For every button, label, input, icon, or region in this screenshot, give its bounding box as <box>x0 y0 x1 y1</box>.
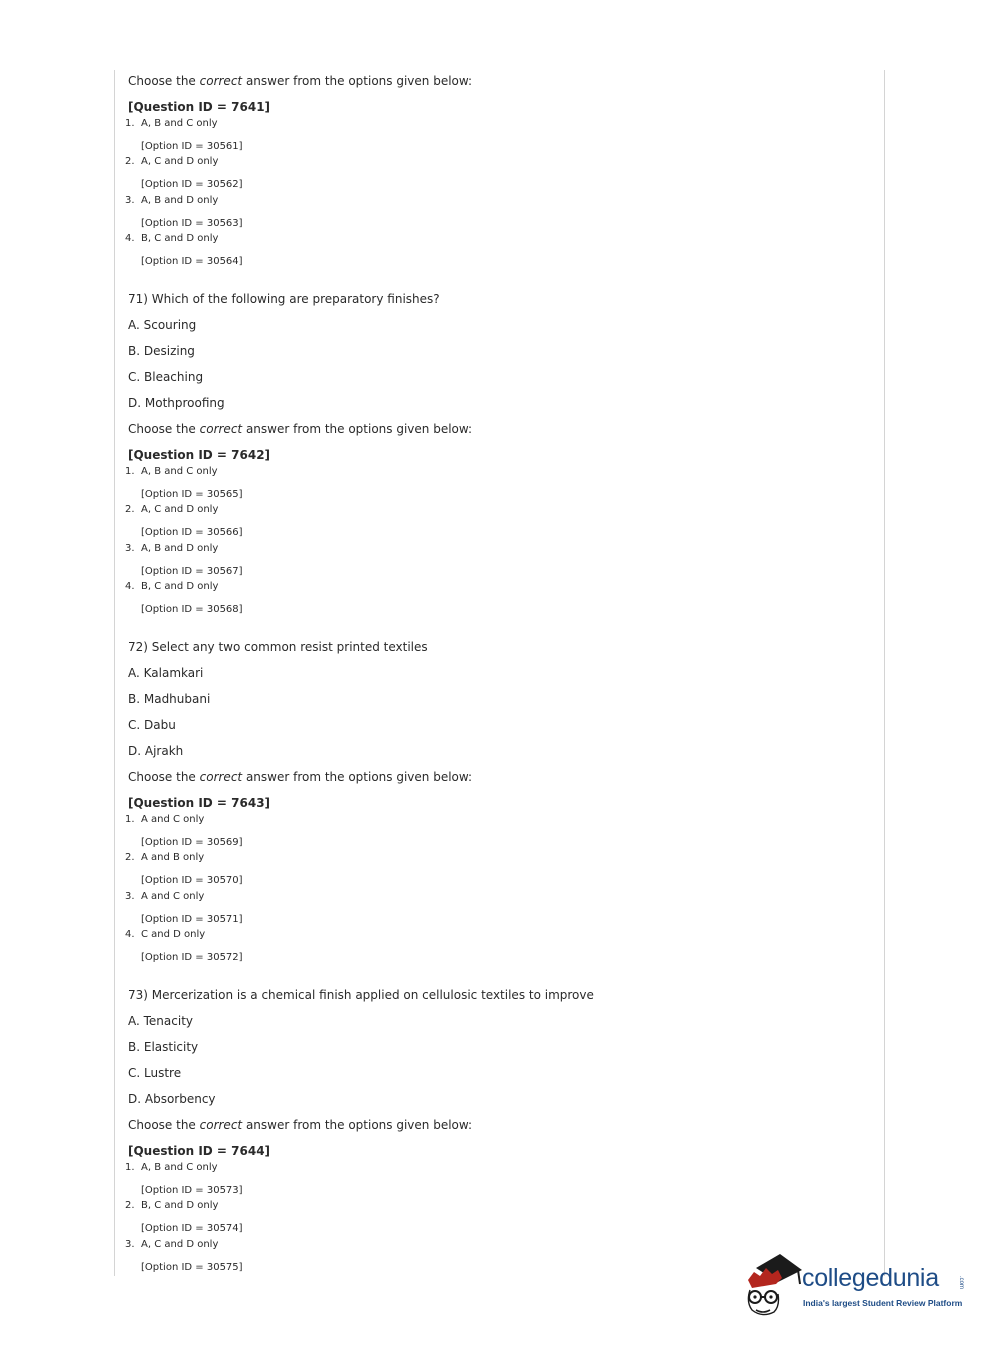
instruction-em: correct <box>199 422 243 436</box>
instruction-em: correct <box>199 74 243 88</box>
option-id: [Option ID = 30563] <box>141 218 243 229</box>
option-number: 2. <box>125 1200 135 1211</box>
answer-option <box>125 1200 218 1211</box>
option-text: A, C and D only <box>141 504 219 515</box>
logo-dotcom: .com <box>958 1276 964 1290</box>
mascot-graduate-icon <box>742 1250 802 1322</box>
question-line: A. Scouring <box>128 318 197 332</box>
option-text: A and B only <box>141 852 205 863</box>
question-id: [Question ID = 7644] <box>128 1144 271 1158</box>
option-id: [Option ID = 30569] <box>141 837 243 848</box>
option-id: [Option ID = 30570] <box>141 875 243 886</box>
instruction-line <box>128 1118 472 1132</box>
instruction-pre: Choose the <box>128 74 200 88</box>
question-line: C. Bleaching <box>128 370 204 384</box>
option-text: C and D only <box>141 929 206 940</box>
option-id: [Option ID = 30574] <box>141 1223 243 1234</box>
option-text: A and C only <box>141 891 205 902</box>
option-text: A, B and C only <box>141 118 218 129</box>
option-text: A, B and C only <box>141 1162 218 1173</box>
answer-option <box>125 156 218 167</box>
instruction-post: answer from the options given below: <box>242 1118 473 1132</box>
right-margin-rule <box>884 70 885 1276</box>
answer-option <box>125 814 204 825</box>
option-text: A, B and D only <box>141 195 219 206</box>
instruction-pre: Choose the <box>128 770 200 784</box>
option-number: 3. <box>125 1239 135 1250</box>
question-line: D. Mothproofing <box>128 396 225 410</box>
option-text: A, C and D only <box>141 1239 219 1250</box>
question-id: [Question ID = 7643] <box>128 796 271 810</box>
question-line: B. Elasticity <box>128 1040 199 1054</box>
instruction-post: answer from the options given below: <box>242 422 473 436</box>
question-line: 71) Which of the following are preparatory finishes? <box>128 292 440 306</box>
question-line: B. Madhubani <box>128 692 211 706</box>
answer-option <box>125 581 218 592</box>
option-id: [Option ID = 30571] <box>141 914 243 925</box>
question-line: D. Absorbency <box>128 1092 216 1106</box>
instruction-line <box>128 770 472 784</box>
option-text: A and C only <box>141 814 205 825</box>
option-number: 1. <box>125 466 135 477</box>
answer-option <box>125 543 218 554</box>
option-text: A, B and D only <box>141 543 219 554</box>
option-number: 4. <box>125 581 135 592</box>
option-number: 2. <box>125 852 135 863</box>
question-line: 72) Select any two common resist printed textiles <box>128 640 428 654</box>
answer-option <box>125 891 204 902</box>
option-number: 4. <box>125 233 135 244</box>
option-id: [Option ID = 30564] <box>141 256 243 267</box>
answer-option <box>125 1162 218 1173</box>
option-id: [Option ID = 30562] <box>141 179 243 190</box>
question-line: D. Ajrakh <box>128 744 184 758</box>
option-id: [Option ID = 30561] <box>141 141 243 152</box>
answer-option <box>125 929 205 940</box>
instruction-em: correct <box>199 770 243 784</box>
question-line: A. Kalamkari <box>128 666 204 680</box>
option-id: [Option ID = 30572] <box>141 952 243 963</box>
option-number: 3. <box>125 543 135 554</box>
option-number: 1. <box>125 1162 135 1173</box>
option-text: A, C and D only <box>141 156 219 167</box>
option-text: B, C and D only <box>141 581 219 592</box>
collegedunia-logo <box>742 1250 972 1322</box>
option-number: 4. <box>125 929 135 940</box>
question-id: [Question ID = 7642] <box>128 448 271 462</box>
answer-option <box>125 852 204 863</box>
answer-option <box>125 504 218 515</box>
logo-tagline: India's largest Student Review Platform <box>803 1298 963 1308</box>
option-number: 3. <box>125 195 135 206</box>
option-id: [Option ID = 30568] <box>141 604 243 615</box>
option-number: 1. <box>125 118 135 129</box>
option-id: [Option ID = 30573] <box>141 1185 243 1196</box>
option-id: [Option ID = 30575] <box>141 1262 243 1273</box>
question-line: B. Desizing <box>128 344 195 358</box>
option-text: B, C and D only <box>141 1200 219 1211</box>
instruction-pre: Choose the <box>128 422 200 436</box>
answer-option <box>125 118 218 129</box>
answer-option <box>125 1239 218 1250</box>
question-line: A. Tenacity <box>128 1014 193 1028</box>
option-id: [Option ID = 30565] <box>141 489 243 500</box>
option-id: [Option ID = 30566] <box>141 527 243 538</box>
instruction-post: answer from the options given below: <box>242 770 473 784</box>
option-text: A, B and C only <box>141 466 218 477</box>
instruction-line <box>128 422 472 436</box>
option-number: 2. <box>125 504 135 515</box>
question-line: 73) Mercerization is a chemical finish applied on cellulosic textiles to improve <box>128 988 594 1002</box>
answer-option <box>125 233 218 244</box>
option-number: 3. <box>125 891 135 902</box>
answer-option <box>125 195 218 206</box>
question-line: C. Dabu <box>128 718 176 732</box>
instruction-em: correct <box>199 1118 243 1132</box>
left-margin-rule <box>114 70 115 1276</box>
option-number: 1. <box>125 814 135 825</box>
question-id: [Question ID = 7641] <box>128 100 271 114</box>
question-line: C. Lustre <box>128 1066 182 1080</box>
logo-wordmark: collegedunia <box>802 1264 939 1292</box>
instruction-post: answer from the options given below: <box>242 74 473 88</box>
instruction-line <box>128 74 472 88</box>
answer-option <box>125 466 218 477</box>
option-number: 2. <box>125 156 135 167</box>
option-text: B, C and D only <box>141 233 219 244</box>
option-id: [Option ID = 30567] <box>141 566 243 577</box>
instruction-pre: Choose the <box>128 1118 200 1132</box>
